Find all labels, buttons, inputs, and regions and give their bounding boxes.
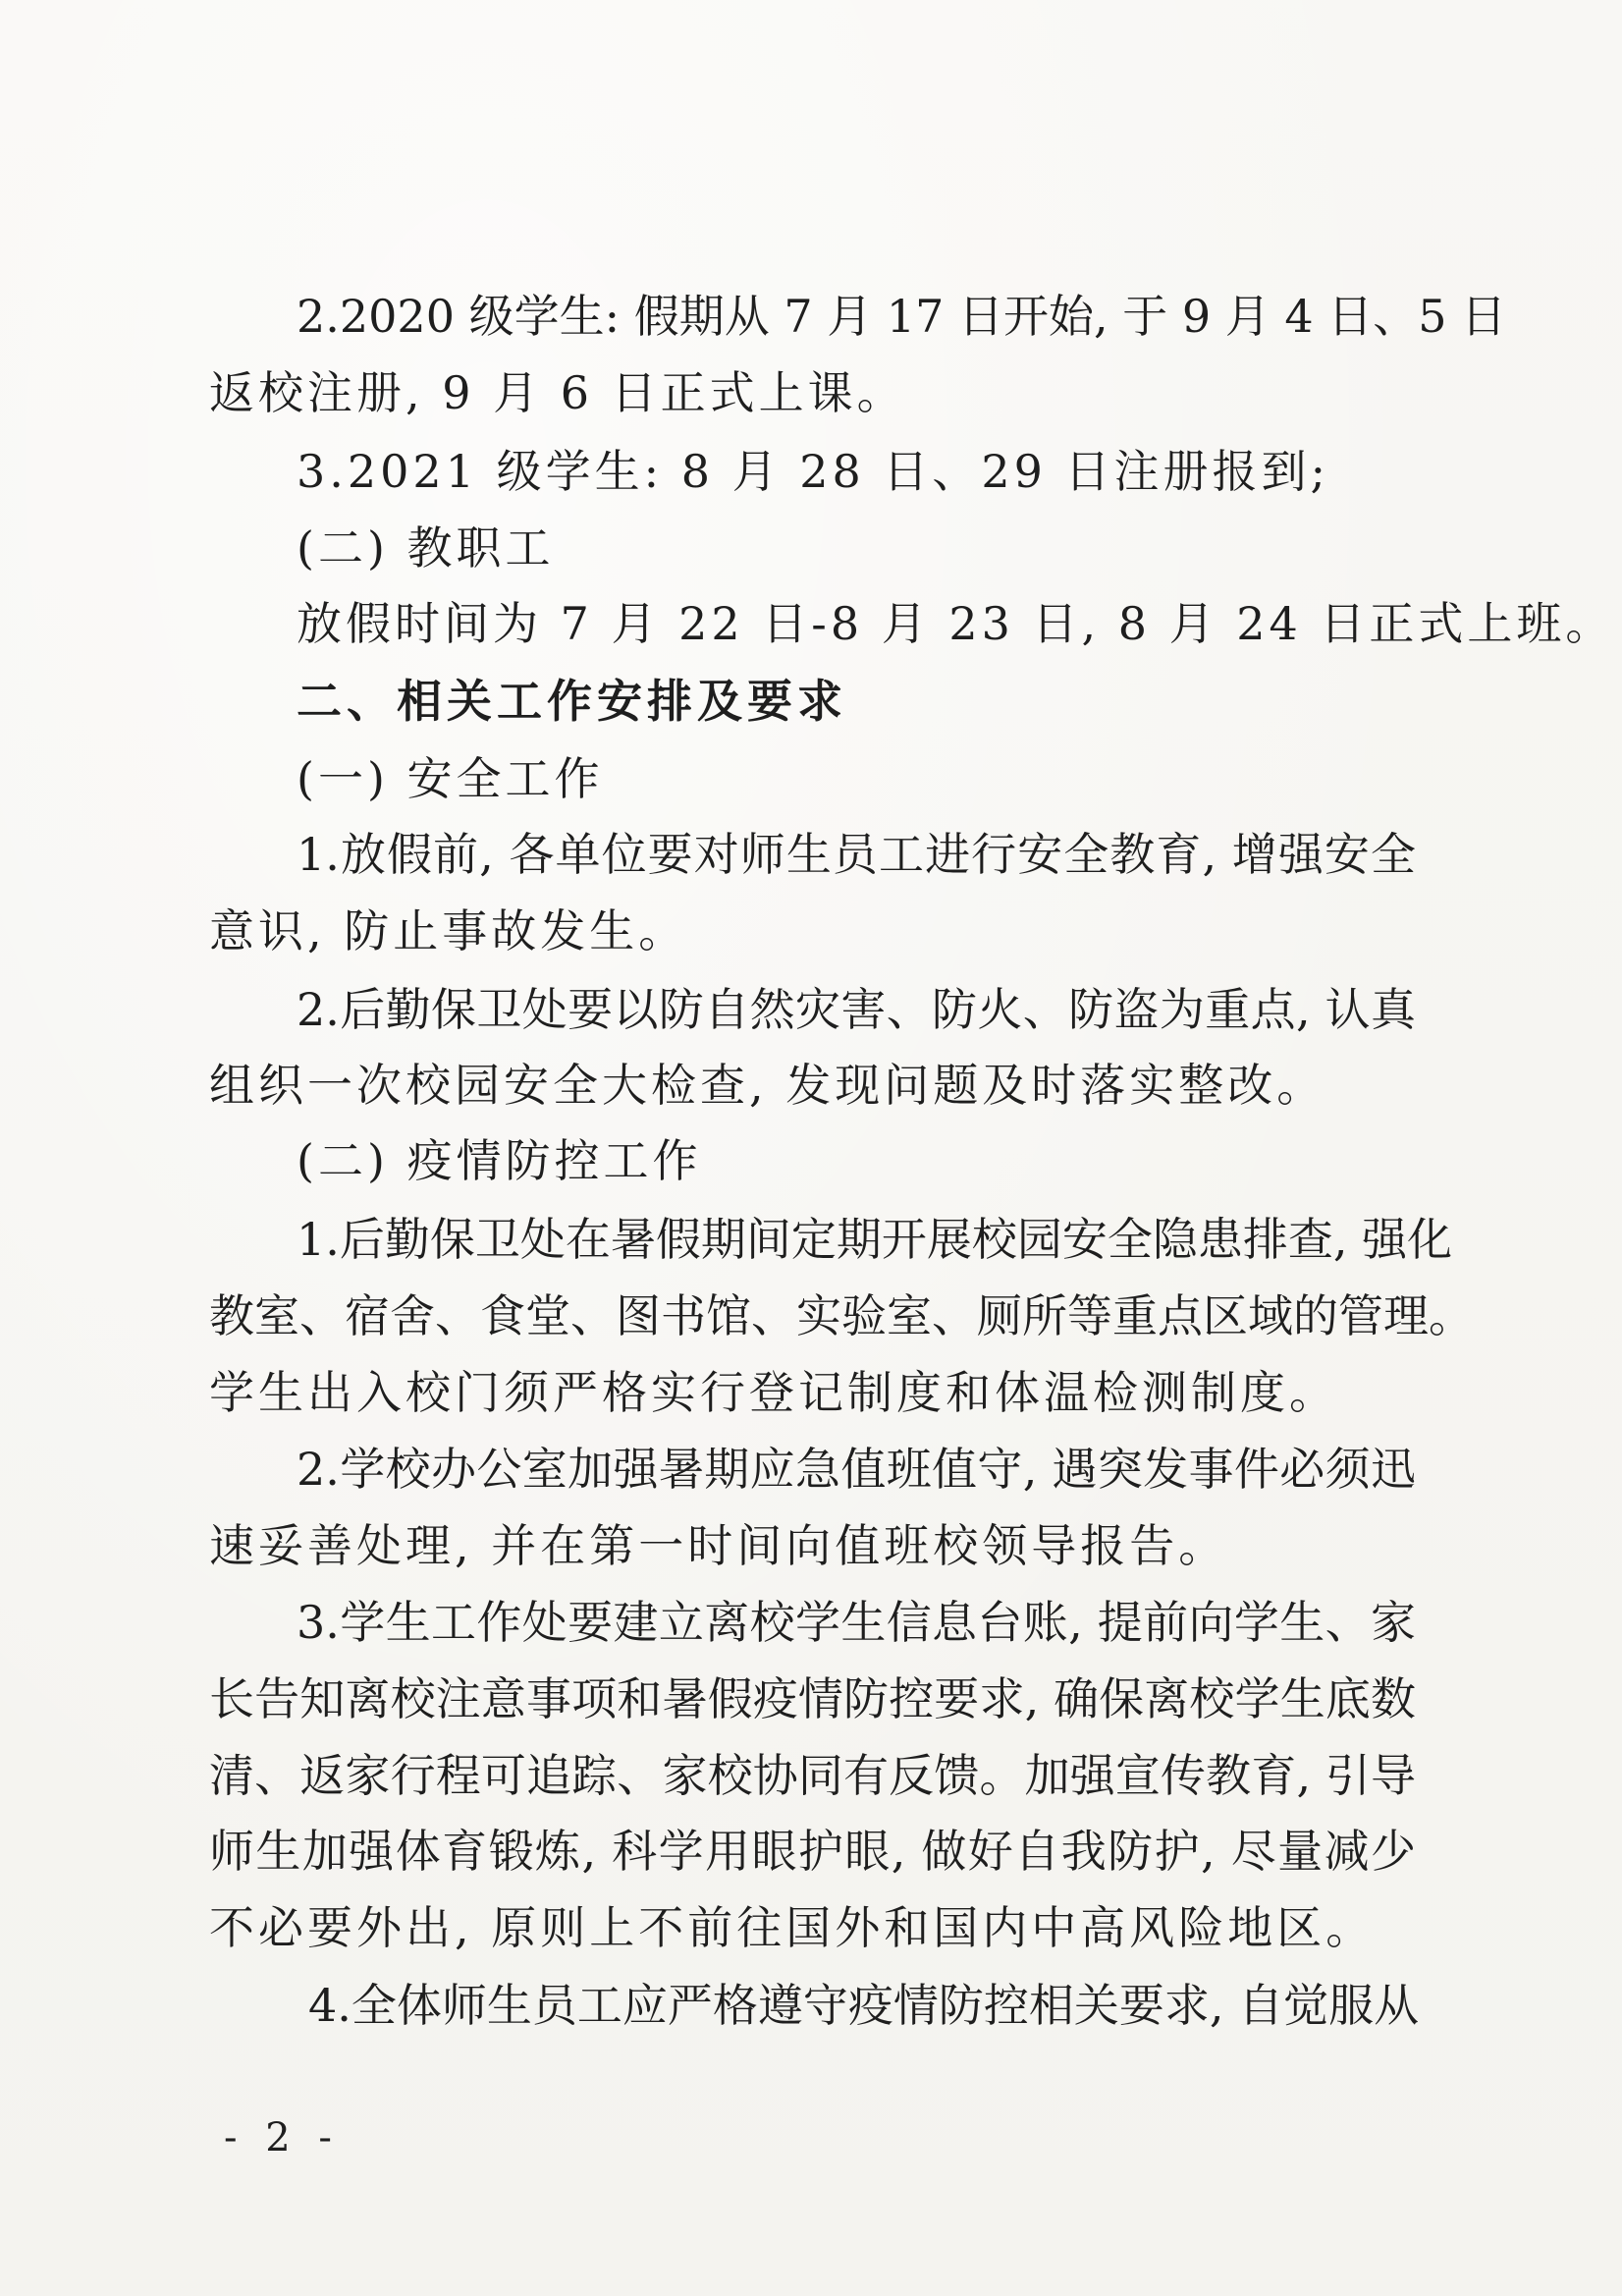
subheading: (二) 教职工 bbox=[297, 521, 555, 574]
paragraph-line: 清、返家行程可追踪、家校协同有反馈。加强宣传教育, 引导 bbox=[209, 1749, 1416, 1802]
paragraph-line: 2.学校办公室加强暑期应急值班值守, 遇突发事件必须迅 bbox=[297, 1443, 1416, 1496]
paragraph-line: 师生加强体育锻炼, 科学用眼护眼, 做好自我防护, 尽量减少 bbox=[209, 1825, 1416, 1878]
paragraph-line: 意识, 防止事故发生。 bbox=[209, 904, 688, 957]
page-number: - 2 - bbox=[224, 2115, 340, 2160]
paragraph-line: 组织一次校园安全大检查, 发现问题及时落实整改。 bbox=[209, 1059, 1326, 1112]
paragraph-line: 4.全体师生员工应严格遵守疫情防控相关要求, 自觉服从 bbox=[308, 1979, 1420, 2032]
paragraph-line: 放假时间为 7 月 22 日-8 月 23 日, 8 月 24 日正式上班。 bbox=[297, 597, 1615, 650]
paragraph-line: 2.后勤保卫处要以防自然灾害、防火、防盗为重点, 认真 bbox=[297, 983, 1416, 1036]
paragraph-line: 3.2021 级学生: 8 月 28 日、29 日注册报到; bbox=[297, 445, 1330, 498]
paragraph-line: 不必要外出, 原则上不前往国外和国内中高风险地区。 bbox=[209, 1901, 1376, 1954]
subheading: (一) 安全工作 bbox=[297, 752, 604, 805]
paragraph-line: 1.后勤保卫处在暑假期间定期开展校园安全隐患排查, 强化 bbox=[297, 1213, 1453, 1266]
subheading: (二) 疫情防控工作 bbox=[297, 1134, 702, 1187]
paragraph-line: 速妥善处理, 并在第一时间向值班校领导报告。 bbox=[209, 1519, 1228, 1572]
paragraph-line: 教室、宿舍、食堂、图书馆、实验室、厕所等重点区域的管理。 bbox=[209, 1289, 1474, 1342]
paragraph-line: 2.2020 级学生: 假期从 7 月 17 日开始, 于 9 月 4 日、5 日 bbox=[297, 290, 1507, 343]
paragraph-line: 3.学生工作处要建立离校学生信息台账, 提前向学生、家 bbox=[297, 1596, 1416, 1649]
paragraph-line: 长告知离校注意事项和暑假疫情防控要求, 确保离校学生底数 bbox=[209, 1672, 1416, 1725]
section-heading: 二、相关工作安排及要求 bbox=[297, 675, 847, 728]
paragraph-line: 学生出入校门须严格实行登记制度和体温检测制度。 bbox=[209, 1366, 1338, 1419]
paragraph-line: 返校注册, 9 月 6 日正式上课。 bbox=[209, 366, 906, 419]
paragraph-line: 1.放假前, 各单位要对师生员工进行安全教育, 增强安全 bbox=[297, 828, 1416, 881]
